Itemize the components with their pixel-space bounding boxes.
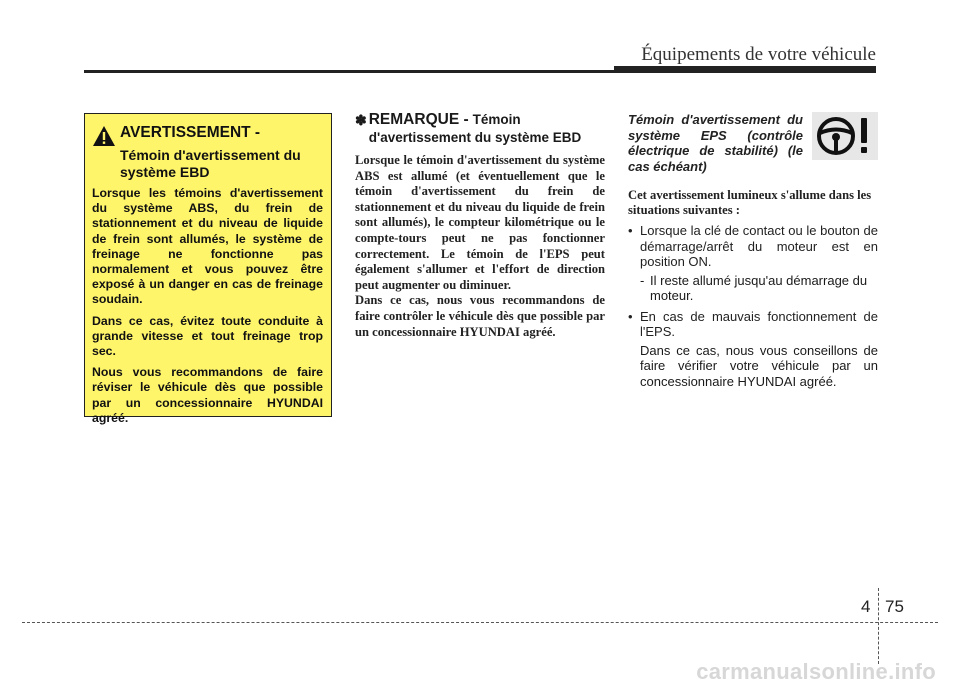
note-header — [355, 111, 605, 147]
note-body: Lorsque le témoin d'avertissement du système ABS est allumé (et éventuellement que le témoin d'avertissement du frein de stationnement et du niveau du liquide de frein sont allumés), le compteur kilométrique ou le compte-tours peut ne pas fonctionner correctement. Le témoin de l'EPS peut également s'allumer et l'effort de direction peut augmenter ou diminuer. — [355, 153, 605, 292]
warning-paragraph: Nous vous recommandons de faire réviser le véhicule dès que possible par un concessionnaire HYUNDAI agréé. — [92, 365, 323, 425]
header-accent-bar — [614, 66, 876, 73]
footer-rule — [22, 622, 938, 623]
note-star-icon: ✽ — [355, 112, 367, 128]
note-section — [355, 111, 605, 340]
note-title — [369, 111, 605, 147]
warning-paragraph: Lorsque les témoins d'avertissement du système ABS, du frein de stationnement et du niveau de liquide de frein sont allumés, le système de freinage ne fonctionne pas normalement et vous pouvez être exposé à un danger en cas de freinage soudain. — [92, 186, 323, 307]
note-title-text: Témoin d'avertissement du système EBD — [368, 112, 582, 145]
eps-intro: Cet avertissement lumineux s'allume dans les situations suivantes : — [628, 188, 872, 217]
bullet-icon: • — [628, 308, 633, 324]
warning-subheading: Témoin d'avertissement du système EBD — [120, 147, 301, 180]
warning-heading: AVERTISSEMENT - — [120, 124, 261, 141]
dash-icon: - — [640, 272, 645, 288]
bullet-continuation: Dans ce cas, nous vous conseillons de faire vérifier votre véhicule par un concessionnaire HYUNDAI agréé. — [640, 342, 878, 389]
eps-heading-block — [628, 112, 878, 182]
bullet-icon: • — [628, 223, 633, 238]
note-body-2: Dans ce cas, nous vous recommandons de faire contrôler le véhicule dès que possible par un concessionnaire HYUNDAI agréé. — [355, 293, 605, 339]
warning-header — [92, 124, 323, 147]
warning-box — [84, 113, 332, 425]
watermark: carmanualsonline.info — [696, 659, 936, 684]
footer-divider — [878, 588, 879, 664]
bullet-text: Lorsque la clé de contact ou le bouton de démarrage/arrêt du moteur est en position ON. — [640, 223, 878, 269]
steering-wheel-warning-icon — [812, 112, 878, 160]
warning-paragraph: Dans ce cas, évitez toute conduite à grande vitesse et tout freinage trop sec. — [92, 313, 323, 359]
sub-item-text: Il reste allumé jusqu'au démarrage du moteur. — [650, 272, 868, 303]
warning-triangle-icon — [92, 125, 116, 147]
eps-section — [628, 112, 878, 389]
list-item — [628, 309, 878, 340]
list-item — [628, 223, 878, 270]
page-number: 75 — [885, 597, 904, 616]
bullet-text: En cas de mauvais fonctionnement de l'EPS. — [640, 308, 878, 339]
chapter-number: 4 — [861, 597, 871, 616]
eps-title: Témoin d'avertissement du système EPS (contrôle électrique de stabilité) (le cas échéant) — [628, 112, 803, 174]
note-keyword: REMARQUE - — [368, 111, 469, 128]
header-title: Équipements de votre véhicule — [641, 44, 876, 65]
sub-list-item — [640, 273, 878, 304]
